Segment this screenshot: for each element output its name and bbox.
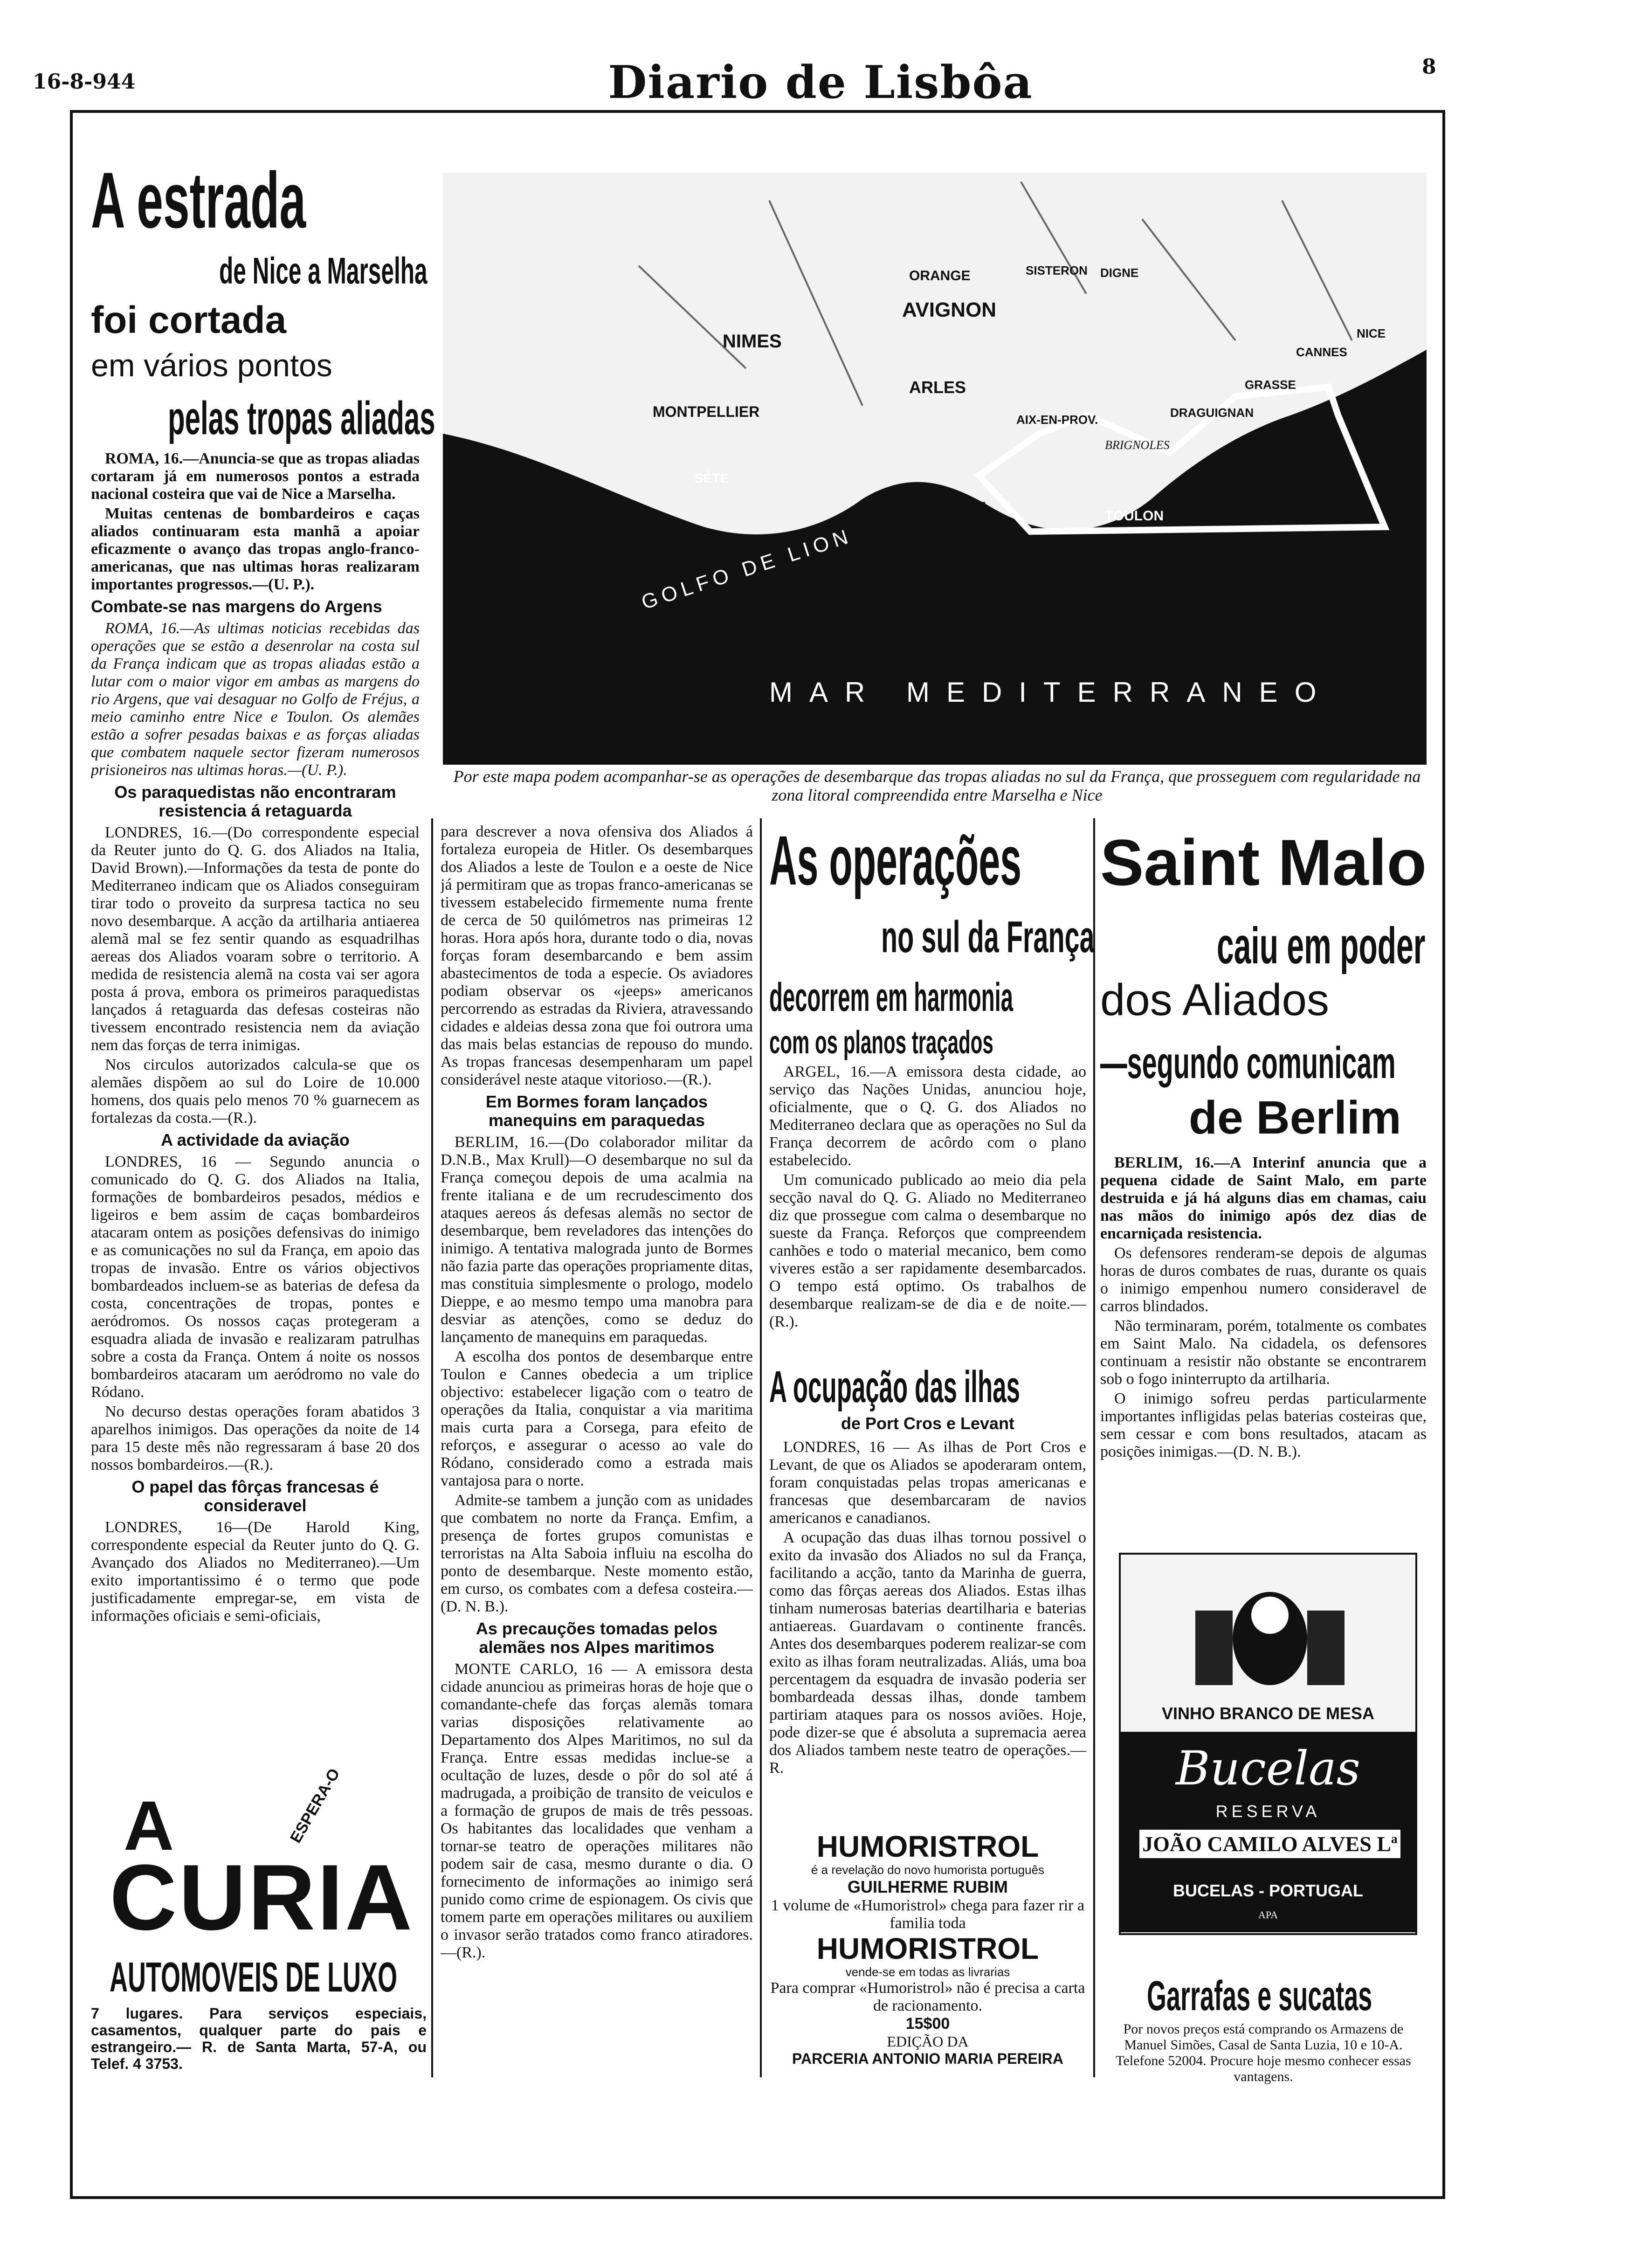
col4-headline-4: —segundo comunicam — [1100, 1038, 1396, 1088]
place-cannes: CANNES — [1296, 345, 1347, 359]
bucelas-mark: APA — [1258, 1909, 1278, 1921]
place-arles: ARLES — [909, 378, 966, 397]
lead-sub-3: A actividade da aviação — [161, 1130, 350, 1149]
column-rule — [1093, 818, 1095, 2077]
lead-lede: ROMA, 16.—Anuncia-se que as tropas aliadas cortaram já em numerosos pontos a estrada nacional costeira que vai de Nice a Marselha. — [91, 450, 420, 503]
crest-icon — [1186, 1573, 1354, 1694]
masthead: Diario de Lisbôa — [608, 56, 1033, 109]
curia-body: 7 lugares. Para serviços especiais, casamentos, qualquer parte do pais e estrangeiro.— R. de Santa Marta, 57-A, ou Telef. 4 3753. — [91, 2005, 427, 2072]
place-aix: AIX-EN-PROV. — [1016, 413, 1098, 427]
column-rule — [431, 818, 433, 2077]
lead-p4: LONDRES, 16.—(Do correspondente especial da Reuter junto do Q. G. dos Aliados na Italia, David Brown).—Informações da testa de ponte do Mediterraneo indicam que os Aliados conseguiram tirar todo o proveito da surpresa tactica no seu novo desembarque. A acção da artilharia antiaerea alemã mal se fez sentir quando as esquadrilhas aereas dos Aliados voaram sobre o territorio. A medida de resistencia alemã na costa vai ser agora posta á prova, embora os primeiros paraquedistas lançados á retaguarda das defesas costeiras não tivessem encontrado resistencia nem da aviação nem das forças de terra inimigas. — [91, 824, 420, 1054]
column-rule — [760, 818, 762, 2077]
place-toulon: TOULON — [1105, 508, 1164, 524]
map-caption: Por este mapa podem acompanhar-se as operações de desembarque das tropas aliadas no sul da França, que prosseguem com regularidade na zona litoral compreendida entre Marselha e Nice — [453, 767, 1421, 804]
place-avignon: AVIGNON — [902, 298, 997, 321]
curia-ad — [91, 1765, 427, 2089]
col2-sub-1: Em Bormes foram lançados manequins em paraquedas — [485, 1092, 708, 1130]
place-digne: DIGNE — [1100, 266, 1139, 280]
col3-p1: ARGEL, 16.—A emissora desta cidade, ao serviço das Nações Unidas, anunciou hoje, oficialmente, que o Q. G. dos Aliados no Mediterraneo declara que as operações no Sul da França decorrem de acôrdo com o plano estabelecido. — [769, 1063, 1086, 1169]
lead-headline-2: de Nice a Marselha — [219, 250, 427, 291]
garrafas-title: Garrafas e sucatas — [1147, 1973, 1372, 2019]
humoristrol-line-4: Para comprar «Humoristrol» não é precisa a carta de racionamento. — [770, 1979, 1085, 2014]
place-brignoles: BRIGNOLES — [1105, 438, 1170, 452]
humoristrol-title: HUMORISTROL — [816, 1830, 1039, 1863]
col4-p1: BERLIM, 16.—A Interinf anuncia que a pequena cidade de Saint Malo, em parte destruida e já há alguns dias em chamas, caiu nas mãos do inimigo após dez dias de encarniçada resistencia. — [1100, 1154, 1427, 1242]
lead-headline-5: pelas tropas aliadas — [168, 392, 435, 444]
col3-p3: LONDRES, 16 — As ilhas de Port Cros e Levant, de que os Aliados se apoderaram ontem, foram conquistadas pelas tropas americanas e francesas que desembarcaram de navios americanos e canadianos. — [769, 1438, 1086, 1527]
lead-sub-1: Combate-se nas margens do Argens — [91, 597, 382, 616]
place-montpellier: MONTPELLIER — [653, 403, 760, 420]
col3-p4: A ocupação das duas ilhas tornou possivel o exito da invasão dos Aliados no sul da França, facilitando a acção, tanto da Marinha de guerra, como das fôrças aereas dos Aliados. Estas ilhas tinham numerosas baterias deartilharia e baterias antiaereas. Guardavam o continente francês. Antes dos desembarques poderem realizar-se com exito as ilhas foram neutralizadas. Aliás, uma boa percentagem da esquadra de invasão poderia ser bombardeada dessas ilhas, donde tambem partiriam ataques para os nossos aviões. Hoje, pode dizer-se que é absoluta a supremacia aerea dos Aliados tambem neste teatro de operações.—R. — [769, 1529, 1086, 1777]
bucelas-reserva: RESERVA — [1215, 1802, 1321, 1821]
lead-headline-1: A estrada — [91, 156, 306, 245]
col2-p3: A escolha dos pontos de desembarque entre Toulon e Cannes obedecia a um triplice objectivo: estabelecer ligação com o teatro de operações da Italia, conquistar a via maritima mais curta para a Corsega, para efeito de reforços, e assegurar o acesso ao vale do Ródano, considerado como a estrada mais vantajosa para o norte. — [441, 1348, 753, 1489]
humoristrol-line-3: vende-se em todas as livrarias — [845, 1965, 1010, 1979]
col2-p5: MONTE CARLO, 16 — A emissora desta cidade anunciou as primeiras horas de hoje que o comandante-chefe das forças alemãs tomara varias disposições relativamente ao Departamento dos Alpes Maritimos, no sul da França. Entre essas medidas inclue-se a ocultação de luzes, desde o pôr do sol até á madrugada, a proibição de transito de veiculos e a formação de grupos de mais de três pessoas. Os habitantes das localidades que venham a tornar-se teatro de operações militares não podem sair de casa, mesmo durante o dia. O fornecimento de informações ao inimigo será punido como crime de espionagem. Os civis que tomem parte em operações militares ou auxiliem o invasor serão tratados como franco atiradores.—(R.). — [441, 1660, 753, 1961]
col4-article — [1100, 1154, 1427, 1620]
lead-article — [91, 450, 420, 1772]
lead-p7: No decurso destas operações foram abatidos 3 aparelhos inimigos. Das operações da noite de 14 para 15 deste mês não regressaram á base 20 dos nossos bombardeiros.—(R.). — [91, 1403, 420, 1473]
col3-article-2 — [769, 1438, 1086, 1825]
gulf-label: GOLFO DE LION — [639, 524, 855, 614]
col4-headline-3: dos Aliados — [1100, 975, 1330, 1025]
curia-tag: ESPERA-O — [287, 1765, 344, 1846]
col4-p4: O inimigo sofreu perdas particularmente importantes infligidas pelas baterias costeiras que, sem cessar e com bons resultados, atacam as posições inimigas.—(D. N. B.). — [1100, 1390, 1427, 1460]
humoristrol-line-1: é a revelação do novo humorista português — [811, 1863, 1045, 1877]
lead-p6: LONDRES, 16 — Segundo anuncia o comunicado do Q. G. dos Aliados na Italia, formações de bombardeiros pesados, médios e ligeiros e bem assim de caças bombardeiros atacaram ontem as posições defensivas do inimigo e as comunicações no sul da França, em apoio das tropas de invasão. Entre os vários objectivos bombardeados incluem-se as baterias de defesa da costa, concentrações de tropas, pontes e aeródromos. Os nossos caças protegeram a esquadra aliada de invasão e realizaram patrulhas sobre a costa da França. Ontem á noite os nossos bombardeiros atacaram um aeródromo no vale do Ródano. — [91, 1153, 420, 1401]
place-perpignan: PERPIGNAN — [457, 634, 535, 649]
col2-p2: BERLIM, 16.—(Do colaborador militar da D.N.B., Max Krull)—O desembarque no sul da França começou depois de uma acalmia na frente italiana e de um recrudescimento dos ataques aereos ás defesas alemãs no sector de desembarque, bem reveladores das intenções do inimigo. A tentativa malograda junto de Bormes não fazia parte das operações propriamente ditas, mas constituia simplesmente o prologo, modelo Dieppe, e ao mesmo tempo uma manobra para desviar as atenções, como se deduz do lançamento de manequins em paraquedas. — [441, 1134, 753, 1346]
col4-headline-2: caiu em poder — [1217, 917, 1426, 975]
humoristrol-publisher: PARCERIA ANTONIO MARIA PEREIRA — [792, 2050, 1063, 2067]
place-grasse: GRASSE — [1245, 378, 1296, 392]
col3-headline-4: com os planos traçados — [769, 1024, 993, 1060]
place-sisteron: SISTERON — [1026, 263, 1088, 277]
place-draguignan: DRAGUIGNAN — [1170, 406, 1254, 420]
lead-sub-2: Os paraquedistas não encontraram resistencia á retaguarda — [114, 782, 396, 820]
curia-line-3: AUTOMOVEIS DE LUXO — [110, 1954, 398, 2001]
col3-article-1 — [769, 1063, 1086, 1362]
sea-label: MAR MEDITERRANEO — [769, 677, 1333, 708]
bucelas-ad — [1119, 1553, 1417, 1935]
col2-sub-2: As precauções tomadas pelos alemães nos Alpes maritimos — [476, 1619, 718, 1657]
col4-headline-5: de Berlim — [1189, 1092, 1401, 1144]
humoristrol-line-5: EDIÇÃO DA — [887, 2033, 969, 2050]
bucelas-place: BUCELAS - PORTUGAL — [1173, 1881, 1363, 1900]
humoristrol-title-2: HUMORISTROL — [816, 1932, 1039, 1965]
bucelas-maker: JOÃO CAMILO ALVES Lª — [1139, 1830, 1400, 1858]
place-orange: ORANGE — [909, 268, 971, 284]
col2-p1: para descrever a nova ofensiva dos Aliados á fortaleza europeia de Hitler. Os desembarques dos Aliados a leste de Toulon e a oeste de Nice já permitiram que as tropas franco-americanas se tivessem estabelecido firmemente numa frente de cerca de 50 quilómetros nas primeiras 12 horas. Hora após hora, durante todo o dia, novas forças foram desembarcando e bem assim abastecimentos de toda a especie. Os aviadores podiam observar os «jeeps» americanos percorrendo as estradas da Riviera, atravessando cidades e aldeias dessa zona que foi outrora uma das mais belas estancias de repouso do mundo. As tropas francesas desempenharam um papel considerável neste ataque vitorioso.—(R.). — [441, 823, 753, 1088]
place-sete: SÈTE — [695, 471, 729, 485]
col4-headline-1: Saint Malo — [1100, 826, 1427, 899]
lead-sub-4: O papel das fôrças francesas é consideravel — [131, 1477, 379, 1515]
garrafas-body: Por novos preços está comprando os Armazens de Manuel Simões, Casal de Santa Luzia, 10 e 10-A. Telefone 52004. Procure hoje mesmo conhecer essas vantagens. — [1116, 2021, 1411, 2084]
col3-headline-2: no sul da França — [881, 912, 1095, 962]
col4-p3: Não terminaram, porém, totalmente os combates em Saint Malo. Na cidadela, os defensores continuam a resistir não obstante se encontrarem sob o fogo ininterrupto da artilharia. — [1100, 1317, 1427, 1388]
col3-headline-3: decorrem em harmonia — [769, 975, 1014, 1020]
page-number: 8 — [1422, 55, 1436, 79]
lead-headline-3: foi cortada — [91, 299, 287, 341]
lead-p8: LONDRES, 16—(De Harold King, correspondente especial da Reuter junto do Q. G. Avançado dos Aliados no Mediterraneo).—Um exito importantissimo é o termo que pode justificadamente empregar-se, em vista de informações oficiais e semi-oficiais, — [91, 1519, 420, 1625]
bucelas-brand: Bucelas — [1176, 1741, 1360, 1796]
humoristrol-author: GUILHERME RUBIM — [848, 1877, 1008, 1896]
place-narbonne: NARBONNE — [466, 527, 547, 542]
map-of-southern-france — [443, 173, 1427, 765]
issue-date: 16-8-944 — [33, 70, 136, 94]
humoristrol-line-2: 1 volume de «Humoristrol» chega para fazer rir a familia toda — [771, 1897, 1085, 1932]
place-nice: NICE — [1357, 326, 1386, 340]
humoristrol-ad — [769, 1830, 1086, 2067]
place-marselha: MARSELHA — [904, 499, 989, 516]
humoristrol-price: 15$00 — [905, 2015, 950, 2033]
col2-p4: Admite-se tambem a junção com as unidades que combatem no norte da França. Emfim, a presença de fortes grupos comunistas e terroristas na Alta Saboia influiu na escolha do ponto de desembarque. Neste momento estão, em curso, os combates com a defesa costeira.—(D. N. B.). — [441, 1492, 753, 1615]
column-2-article — [441, 823, 753, 2110]
col3-p2: Um comunicado publicado ao meio dia pela secção naval do Q. G. Aliado no Mediterraneo diz que prossegue com calma o desembarque no sueste da França. Reforços que compreendem canhões e todo o material mecanico, bem como viveres estão a ser rapidamente desembarcados. O tempo está optimo. Os trabalhos de desembarque realizam-se de dia e de noite.—(R.). — [769, 1171, 1086, 1330]
col3-headline-5: A ocupação das ilhas — [769, 1362, 1020, 1412]
lead-headline-4: em vários pontos — [91, 348, 332, 383]
curia-line-2: CURIA — [110, 1846, 414, 1950]
lead-p3: ROMA, 16.—As ultimas noticias recebidas das operações que se estão a desenrolar na costa sul da França indicam que as tropas aliadas estão a lutar com o maior vigor em ambas as margens do rio Argens, que vai desaguar no Golfo de Fréjus, a meio caminho entre Nice e Toulon. Os alemães estão a sofrer pesadas baixas e as forças aliadas que combatem naquele sector fizeram numerosos prisioneiros nas ultimas horas.—(U. P.). — [91, 620, 420, 779]
place-nimes: NIMES — [723, 331, 782, 352]
col4-p2: Os defensores renderam-se depois de algumas horas de duros combates de ruas, durante os quais o inimigo empenhou numero consideravel de carros blindados. — [1100, 1245, 1427, 1315]
bucelas-banner: VINHO BRANCO DE MESA — [1161, 1704, 1375, 1723]
col3-headline-6: de Port Cros e Levant — [841, 1414, 1015, 1433]
curia-line-1: A — [124, 1786, 174, 1865]
lead-p2: Muitas centenas de bombardeiros e caças aliados continuaram esta manhã a apoiar eficazmente o avanço das tropas anglo-franco-americanas, que nas ultimas horas realizaram importantes progressos.—(U. P.). — [91, 505, 420, 593]
lead-p5: Nos circulos autorizados calcula-se que os alemães dispõem ao sul do Loire de 10.000 homens, dos quais pelo menos 70 % guarnecem as fortalezas da costa.—(R.). — [91, 1056, 420, 1127]
col3-headline-1: As operações — [769, 821, 1022, 899]
